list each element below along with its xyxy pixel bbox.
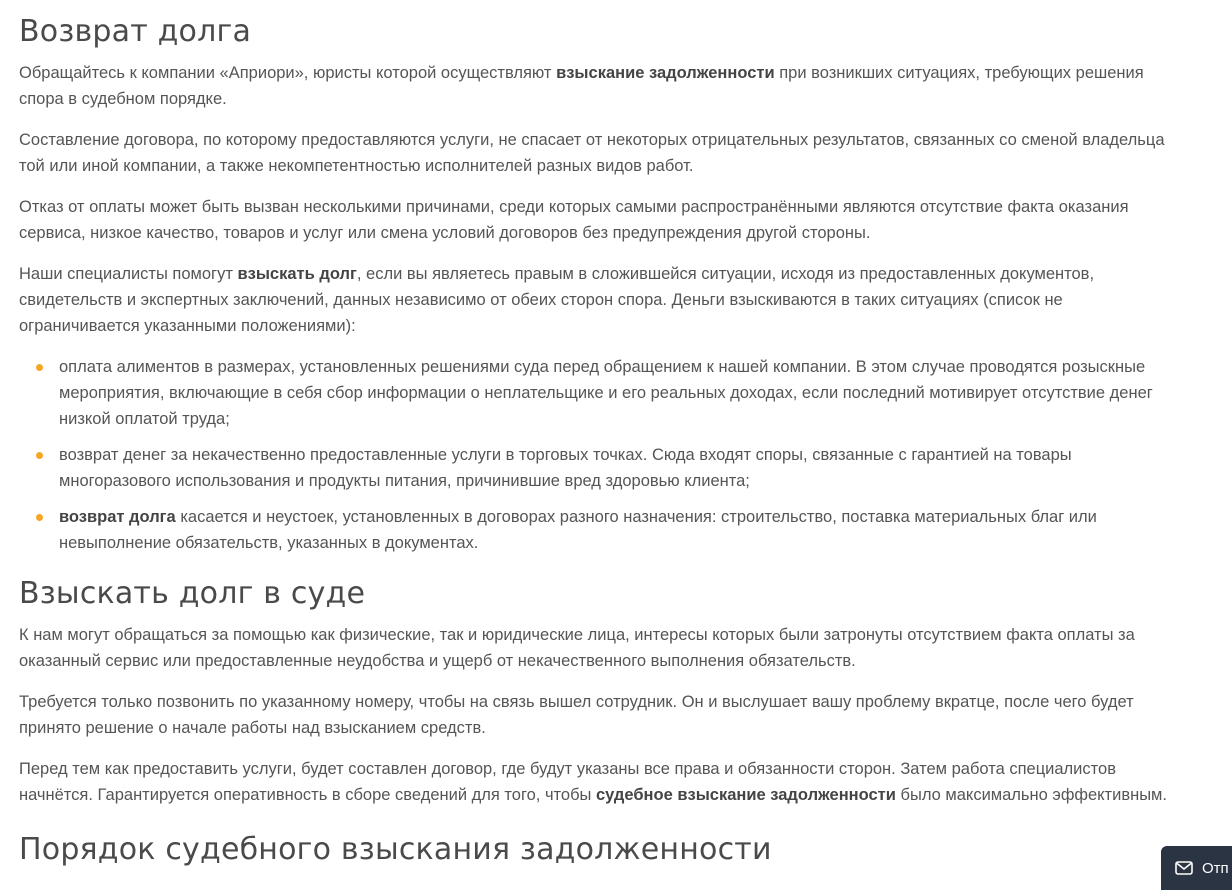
paragraph-call: Требуется только позвонить по указанному номеру, чтобы на связь вышел сотрудник. Он и выслушает вашу проблему вкратце, после чего будет принято решение о начале работы над взысканием средств. <box>19 693 1134 737</box>
bold-phrase: судебное взыскание задолженности <box>595 786 896 804</box>
bold-phrase: взыскание задолженности <box>556 64 775 82</box>
bullet-dot-icon <box>36 364 43 371</box>
list-item: возврат денег за некачественно предоставленные услуги в торговых точках. Сюда входят споры, связанные с гарантией на товары многоразового использования и продукты питания, причинившие вред здоровью клиента; <box>19 442 1169 494</box>
mail-icon <box>1175 861 1193 875</box>
bold-phrase: возврат долга <box>59 508 176 526</box>
paragraph-specialists: Наши специалисты помогут взыскать долг, если вы являетесь правым в сложившейся ситуации, исходя из предоставленных документов, свидетельств и экспертных заключений, данных независимо от обеих сторон спора. Деньги взыскиваются в таких ситуациях (список не ограничивается указанными положениями): <box>19 265 1095 335</box>
send-message-button[interactable] <box>1161 846 1232 890</box>
send-message-label: Отп <box>1202 859 1229 877</box>
section-heading-procedure: Порядок судебного взыскания задолженности <box>19 832 772 867</box>
bullet-dot-icon <box>36 452 43 459</box>
situations-list <box>19 354 1169 556</box>
article-content <box>19 12 1169 870</box>
section-heading-debt-return: Возврат долга <box>19 14 252 49</box>
list-item: оплата алиментов в размерах, установленных решениями суда перед обращением к нашей компании. В этом случае проводятся розыскные мероприятия, включающие в себя сбор информации о неплательщике и его реальных доходах, если последний мотивирует отсутствие денег низкой оплатой труда; <box>19 354 1169 432</box>
bold-phrase: взыскать долг <box>237 265 357 283</box>
paragraph-refusal: Отказ от оплаты может быть вызван несколькими причинами, среди которых самыми распространёнными являются отсутствие факта оказания сервиса, низкое качество, товаров и услуг или смена условий договоров без предупреждения другой стороны. <box>19 198 1129 242</box>
paragraph-who-can-apply: К нам могут обращаться за помощью как физические, так и юридические лица, интересы которых были затронуты отсутствием факта оплаты за оказанный сервис или предоставленные неудобства и ущерб от некачественного выполнения обязательств. <box>19 626 1135 670</box>
bullet-dot-icon <box>36 514 43 521</box>
section-heading-court-recovery: Взыскать долг в суде <box>19 576 366 611</box>
paragraph-intro: Обращайтесь к компании «Априори», юристы которой осуществляют взыскание задолженности при возникших ситуациях, требующих решения спора в судебном порядке. <box>19 64 1144 108</box>
list-item: возврат долга касается и неустоек, установленных в договорах разного назначения: строительство, поставка материальных благ или невыполнение обязательств, указанных в документах. <box>19 504 1169 556</box>
paragraph-contract-terms: Перед тем как предоставить услуги, будет составлен договор, где будут указаны все права и обязанности сторон. Затем работа специалистов начнётся. Гарантируется оперативность в сборе сведений для того, чтобы судебное взыскание задолженности было максимально эффективным. <box>19 760 1167 804</box>
paragraph-contract: Составление договора, по которому предоставляются услуги, не спасает от некоторых отрицательных результатов, связанных со сменой владельца той или иной компании, а также некомпетентностью исполнителей разных видов работ. <box>19 131 1165 175</box>
